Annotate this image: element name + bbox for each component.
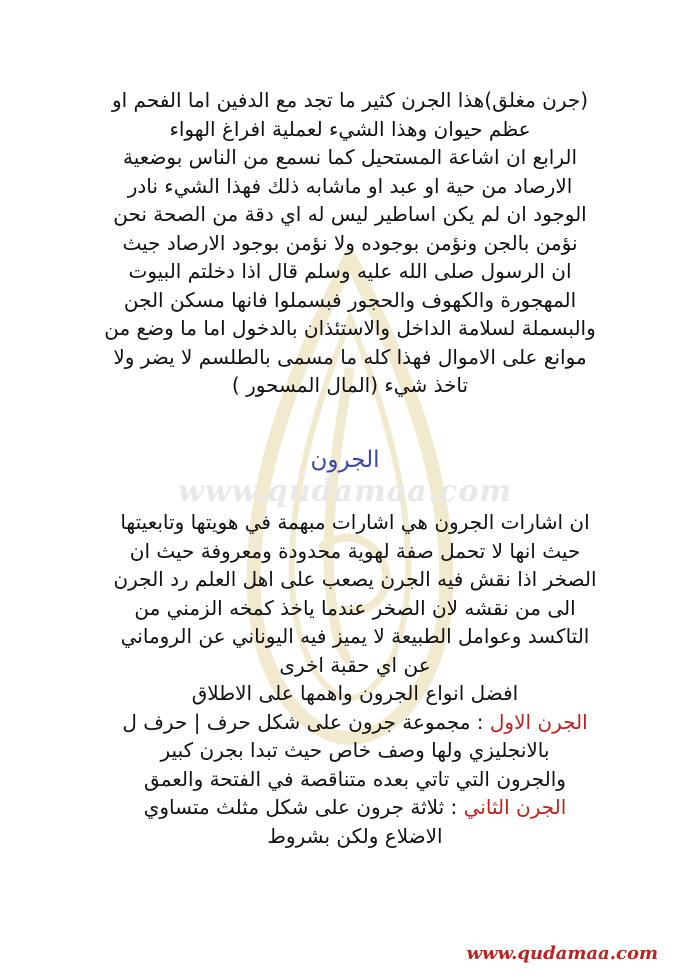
second-type-text: : ثلاثة جرون على شكل مثلث متساوي [143,795,464,819]
text-line: ان اشارات الجرون هي اشارات مبهمة في هويتها وتابعيتها [120,510,590,534]
text-line: الاضلاع ولكن بشروط [267,823,443,848]
second-type-line [60,793,650,822]
text-line: (جرن مغلق)هذا الجرن كثير ما تجد مع الدفين اما الفحم او [111,88,589,112]
text-line: الارصاد من حية او عبد او ماشابه ذلك فهذا الشيء نادر [127,173,573,198]
text-line: الرابع ان اشاعة المستحيل كما نسمع من الناس بوضعية [122,145,577,169]
text-line: عظم حيوان وهذا الشيء لعملية افراغ الهواء [169,116,531,141]
text-line: حيث انها لا تحمل صفة لهوية محدودة ومعروفة حيث ان [129,538,581,563]
text-line: الوجود ان لم يكن اساطير ليس له اي دقة من الصحة نحن [113,202,587,226]
text-line: الى من نقشه لان الصخر عندما ياخذ كمخه الزمني من [134,595,576,620]
first-type-line [60,708,650,737]
text-line: ان الرسول صلى الله عليه وسلم قال اذا دخلتم البيوت [128,259,572,283]
second-type-label: الجرن الثاني [463,795,567,819]
first-type-text: : مجموعة جرون على شكل حرف | حرف ل [122,709,490,734]
text-line: نؤمن بالجن ونؤمن بوجوده ولا نؤمن بوجود الارصاد جيث [122,230,578,255]
footer-website-link[interactable]: www.qudamaa.com [466,943,658,964]
text-line: الصخر اذا نقش فيه الجرن يصعب على اهل العلم رد الجرن [113,567,597,591]
text-line: والبسملة لسلامة الداخل والاستئذان بالدخول اما ما وضع من [104,316,596,340]
watermark-text: www.qudamaa.com [177,474,513,509]
paragraph-2 [60,508,650,850]
text-line: افضل انواع الجرون واهمها على الاطلاق [191,681,519,705]
text-line: بالانجليزي ولها وصف خاص حيث تبدا بجرن كبير [160,738,550,762]
text-line: والجرون التي تاتي بعده متناقصة في الفتحة والعمق [144,766,566,791]
paragraph-1 [88,86,612,400]
text-line: موانع على الاموال فهذا كله ما مسمى بالطلسم لا يضر ولا [113,344,587,369]
text-line: تاخذ شيء (المال المسحور ) [231,373,469,397]
first-type-label: الجرن الاول [489,709,588,734]
text-line: المهجورة والكهوف والحجور فبسملوا فانها مسكن الجن [123,287,577,312]
text-line: عن اي حقبة اخرى [279,652,431,677]
section-heading: الجرون [310,447,380,473]
text-line: التاكسد وعوامل الطبيعة لا يميز فيه اليوناني عن الروماني [120,624,590,648]
